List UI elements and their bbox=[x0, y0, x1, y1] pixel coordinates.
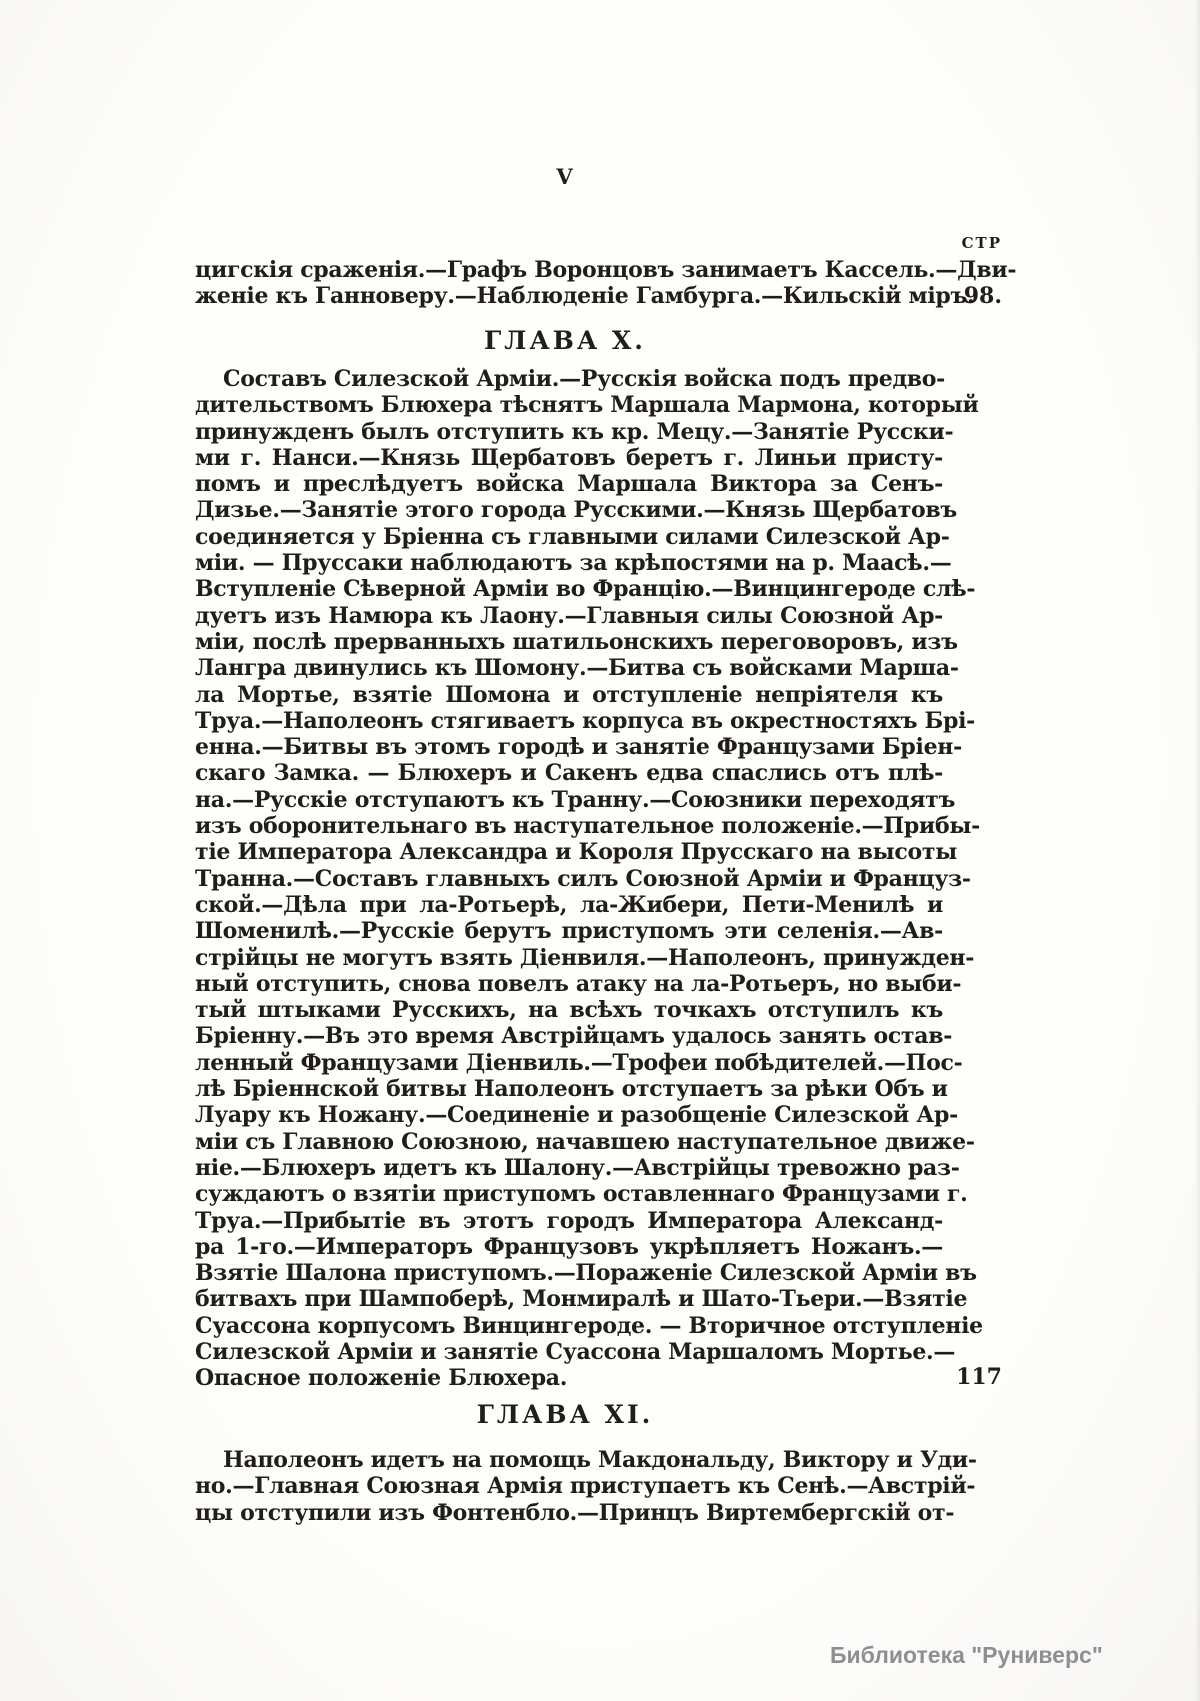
toc-entry-lines bbox=[195, 1447, 977, 1526]
toc-entry-last-line: Опасное положеніе Блюхера. bbox=[195, 1365, 568, 1392]
text-line: Бріенну.—Въ это время Австрійцамъ удалось занять остав- bbox=[195, 1023, 953, 1050]
toc-entry-last-row bbox=[195, 283, 975, 310]
text-line: стрійцы не могутъ взять Діенвиля.—Наполеонъ, принужден- bbox=[195, 944, 975, 971]
text-line: Взятіе Шалона приступомъ.—Пораженіе Силезской Арміи въ bbox=[195, 1260, 977, 1287]
toc-entry-chapter-11 bbox=[195, 1447, 977, 1526]
text-line: міи, послѣ прерванныхъ шатильонскихъ переговоровъ, изъ bbox=[195, 628, 958, 655]
toc-entry-last-line: женіе къ Ганноверу.—Наблюденіе Гамбурга.—Кильскій міръ. bbox=[195, 283, 975, 310]
text-line: Дизье.—Занятіе этого города Русскими.—Князь Щербатовъ bbox=[195, 497, 957, 524]
text-line: цигскія сраженія.—Графъ Воронцовъ занимаетъ Кассель.—Дви- bbox=[195, 257, 1017, 283]
page-number-chapter-9: 98. bbox=[963, 283, 1002, 309]
page-number-chapter-10: 117 bbox=[956, 1364, 1002, 1390]
text-line: Труа.—Наполеонъ стягиваетъ корпуса въ окрестностяхъ Брі- bbox=[195, 707, 975, 734]
text-line: міи съ Главною Союзною, начавшею наступательное движе- bbox=[195, 1128, 975, 1155]
text-line: изъ оборонительнаго въ наступательное положеніе.—Прибы- bbox=[195, 813, 980, 840]
text-line: помъ и преслѣдуетъ войска Маршала Виктора за Сенъ- bbox=[195, 471, 943, 498]
chapter-10-heading: ГЛАВА X. bbox=[483, 326, 647, 355]
page-edge-shading bbox=[1194, 0, 1200, 1701]
text-line: лѣ Бріеннской битвы Наполеонъ отступаетъ за рѣки Объ и bbox=[195, 1076, 948, 1103]
text-line: Силезской Арміи и занятіе Суассона Маршаломъ Мортье.— bbox=[195, 1338, 956, 1365]
text-line: цы отступили изъ Фонтенбло.—Принцъ Виртембергскій от- bbox=[195, 1499, 955, 1526]
library-watermark: Библиотека "Руниверс" bbox=[830, 1642, 1103, 1668]
text-line: ленный Французами Діенвиль.—Трофеи побѣдителей.—Пос- bbox=[195, 1049, 963, 1076]
text-line: Наполеонъ идетъ на помощь Макдональду, Виктору и Уди- bbox=[223, 1447, 977, 1473]
text-line: Составъ Силезской Арміи.—Русскія войска подъ предво- bbox=[223, 366, 946, 392]
text-line: дительствомъ Блюхера тѣснятъ Маршала Мармона, который bbox=[195, 392, 979, 419]
text-line: Вступленіе Сѣверной Арміи во Францію.—Винцингероде слѣ- bbox=[195, 576, 976, 603]
toc-entry-last-row bbox=[195, 1365, 943, 1391]
text-line: ніе.—Блюхеръ идетъ къ Шалону.—Австрійцы тревожно раз- bbox=[195, 1154, 960, 1181]
text-line: ный отступить, снова повелъ атаку на ла-Ротьеръ, но выби- bbox=[195, 970, 962, 997]
toc-entry-lines bbox=[195, 257, 1017, 283]
text-line: Труа.—Прибытіе въ этотъ городъ Императора Александ- bbox=[195, 1207, 943, 1234]
text-line: но.—Главная Союзная Армія приступаетъ къ Сенѣ.—Австрій- bbox=[195, 1473, 976, 1500]
text-line: ской.—Дѣла при ла-Ротьерѣ, ла-Жибери, Пети-Менилѣ и bbox=[195, 891, 943, 918]
text-line: на.—Русскіе отступаютъ къ Транну.—Союзники переходятъ bbox=[195, 786, 956, 813]
page-column-header: СТР bbox=[961, 234, 1002, 252]
toc-entry-lines bbox=[195, 366, 983, 1365]
text-line: Суассона корпусомъ Винцингероде. — Вторичное отступленіе bbox=[195, 1312, 983, 1339]
text-line: енна.—Битвы въ этомъ городѣ и занятіе Французами Бріен- bbox=[195, 734, 962, 761]
text-line: тый штыками Русскихъ, на всѣхъ точкахъ отступилъ къ bbox=[195, 997, 943, 1024]
chapter-11-heading: ГЛАВА XI. bbox=[476, 1400, 654, 1429]
text-line: суждаютъ о взятіи приступомъ оставленнаго Французами г. bbox=[195, 1181, 968, 1208]
text-line: соединяется у Бріенна съ главными силами Силезской Ар- bbox=[195, 523, 950, 550]
text-line: тіе Императора Александра и Короля Прусскаго на высоты bbox=[195, 839, 957, 866]
text-line: ла Мортье, взятіе Шомона и отступленіе непріятеля къ bbox=[195, 681, 943, 708]
text-line: скаго Замка. — Блюхеръ и Сакенъ едва спаслись отъ плѣ- bbox=[195, 760, 943, 787]
text-line: Транна.—Составъ главныхъ силъ Союзной Арміи и Француз- bbox=[195, 865, 971, 892]
text-line: битвахъ при Шампоберѣ, Монмиралѣ и Шато-Тьери.—Взятіе bbox=[195, 1286, 968, 1313]
page-folio-roman-numeral: V bbox=[556, 164, 574, 189]
text-line: принужденъ былъ отступить къ кр. Мецу.—Занятіе Русски- bbox=[195, 418, 954, 445]
text-line: Шоменилѣ.—Русскіе берутъ приступомъ эти селенія.—Ав- bbox=[195, 918, 943, 945]
text-line: Лангра двинулись къ Шомону.—Битва съ войсками Марша- bbox=[195, 655, 959, 682]
text-line: ми г. Нанси.—Князь Щербатовъ беретъ г. Линьи присту- bbox=[195, 444, 943, 471]
text-line: ра 1-го.—Императоръ Французовъ укрѣпляетъ Ножанъ.— bbox=[195, 1233, 943, 1260]
text-line: дуетъ изъ Намюра къ Лаону.—Главныя силы Союзной Ар- bbox=[195, 602, 943, 629]
text-line: міи. — Пруссаки наблюдаютъ за крѣпостями на р. Маасѣ.— bbox=[195, 550, 952, 577]
text-line: Луару къ Ножану.—Соединеніе и разобщеніе Силезской Ар- bbox=[195, 1102, 958, 1129]
